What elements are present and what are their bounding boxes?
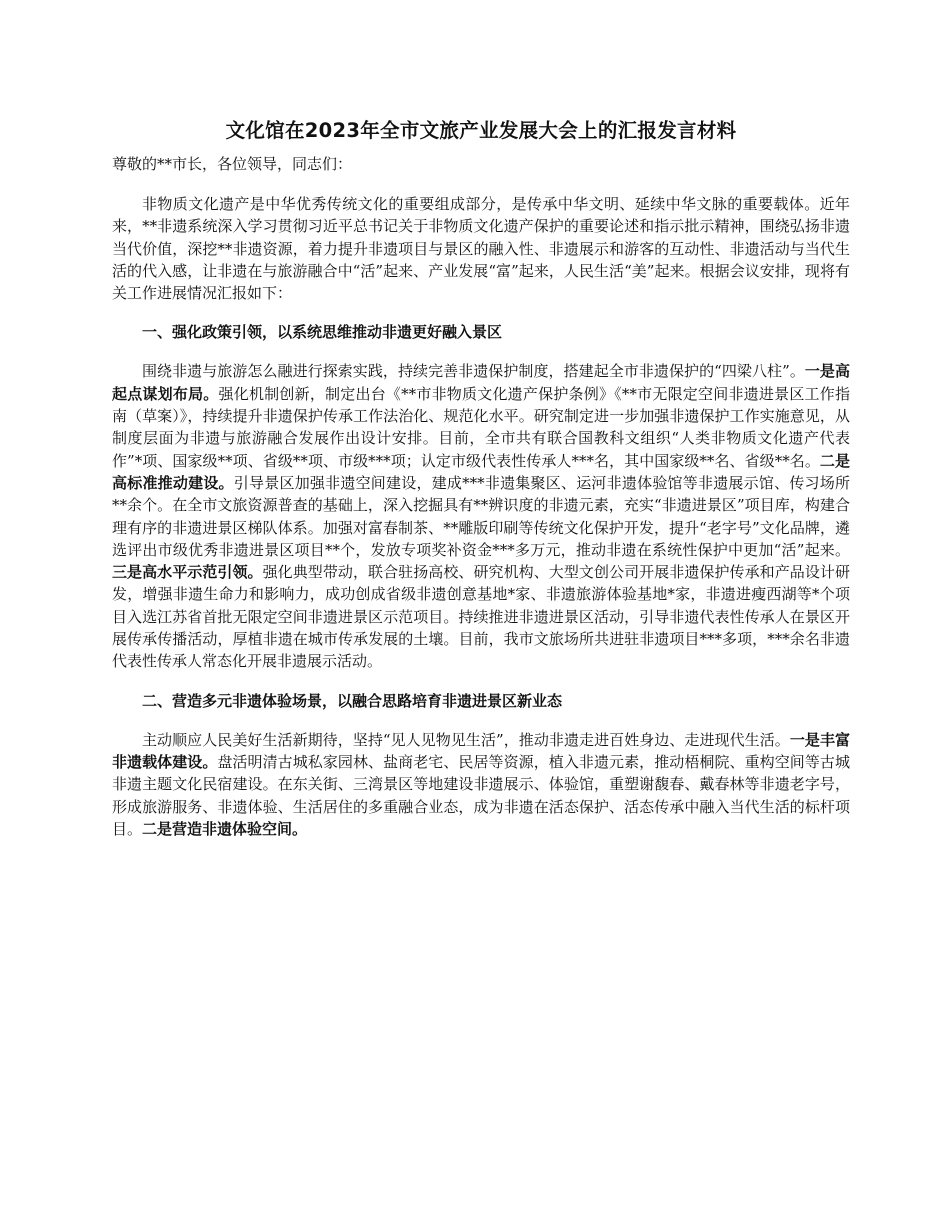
- section-2-point-2: 二是营造非遗体验空间。: [142, 819, 308, 838]
- section-1-text-c: 引导景区加强非遗空间建设，建成***非遗集聚区、运河非遗体验馆等非遗展示馆、传习场所**余个。在全市文旅资源普查的基础上，深入挖掘具有**辨识度的非遗元素，充实“非遗进景区”项目库，构建合理有序的非遗进景区梯队体系。加强对富春制茶、**雕版印刷等传统文化保护开发，提升“老字号”文化品牌，遴选评出市级优秀非遗进景区项目**个，发放专项奖补资金***多万元，推动非遗在系统性保护中更加“活”起来。: [112, 473, 850, 559]
- section-2-text-b: 盘活明清古城私家园林、盐商老宅、民居等资源，植入非遗元素，推动梧桐院、重构空间等古城非遗主题文化民宿建设。在东关街、三湾景区等地建设非遗展示、体验馆，重塑谢馥春、戴春林等非遗老字号，形成旅游服务、非遗体验、生活居住的多重融合业态，成为非遗在活态保护、活态传承中融入当代生活的标杆项目。: [112, 752, 850, 838]
- section-2-point-1: 一是丰富非遗载体建设。: [112, 730, 850, 771]
- section-1-paragraph: [112, 360, 850, 672]
- section-2-heading: 二、营造多元非遗体验场景，以融合思路培育非遗进景区新业态: [142, 691, 563, 710]
- intro-paragraph: 非物质文化遗产是中华优秀传统文化的重要组成部分，是传承中华文明、延续中华文脉的重要载体。近年来，**非遗系统深入学习贯彻习近平总书记关于非物质文化遗产保护的重要论述和指示批示精神，围绕弘扬非遗当代价值，深挖**非遗资源，着力提升非遗项目与景区的融入性、非遗展示和游客的互动性、非遗活动与当代生活的代入感，让非遗在与旅游融合中“活”起来、产业发展“富”起来，人民生活“美”起来。根据会议安排，现将有关工作进展情况汇报如下：: [112, 195, 850, 303]
- section-1-text-a: 围绕非遗与旅游怎么融进行探索实践，持续完善非遗保护制度，搭建起全市非遗保护的“四梁八柱”。: [142, 362, 805, 381]
- section-2-text-a: 主动顺应人民美好生活新期待，坚持“见人见物见生活”，推动非遗走进百姓身边、走进现代生活。: [142, 730, 790, 749]
- section-1-point-2: 二是高标准推动建设。: [112, 451, 850, 492]
- document-title: 文化馆在2023年全市文旅产业发展大会上的汇报发言材料: [225, 119, 737, 142]
- section-1-heading: 一、强化政策引领，以系统思维推动非遗更好融入景区: [142, 323, 503, 342]
- document-page: [112, 0, 850, 840]
- section-1-text-d: 强化典型带动，联合驻扬高校、研究机构、大型文创公司开展非遗保护传承和产品设计研发，增强非遗生命力和影响力，成功创成省级非遗创意基地*家、非遗旅游体验基地*家，非遗进瘦西湖等*个项目入选江苏省首批无限定空间非遗进景区示范项目。持续推进非遗进景区活动，引导非遗代表性传承人在景区开展传承传播活动，厚植非遗在城市传承发展的土壤。目前，我市文旅场所共进驻非遗项目***多项，***余名非遗代表性传承人常态化开展非遗展示活动。: [112, 563, 850, 671]
- section-1-text-b: 强化机制创新，制定出台《**市非物质文化遗产保护条例》《**市无限定空间非遗进景区工作指南（草案）》，持续提升非遗保护传承工作法治化、规范化水平。研究制定进一步加强非遗保护工作实施意见，从制度层面为非遗与旅游融合发展作出设计安排。目前，全市共有联合国教科文组织“人类非物质文化遗产代表作”*项、国家级**项、省级**项、市级***项；认定市级代表性传承人***名，其中国家级**名、省级**名。: [112, 384, 850, 470]
- section-2-paragraph: [112, 729, 850, 840]
- section-1-point-3: 三是高水平示范引领。: [112, 563, 263, 582]
- section-1-point-1: 一是高起点谋划布局。: [112, 362, 850, 403]
- greeting: 尊敬的**市长，各位领导，同志们：: [112, 155, 353, 173]
